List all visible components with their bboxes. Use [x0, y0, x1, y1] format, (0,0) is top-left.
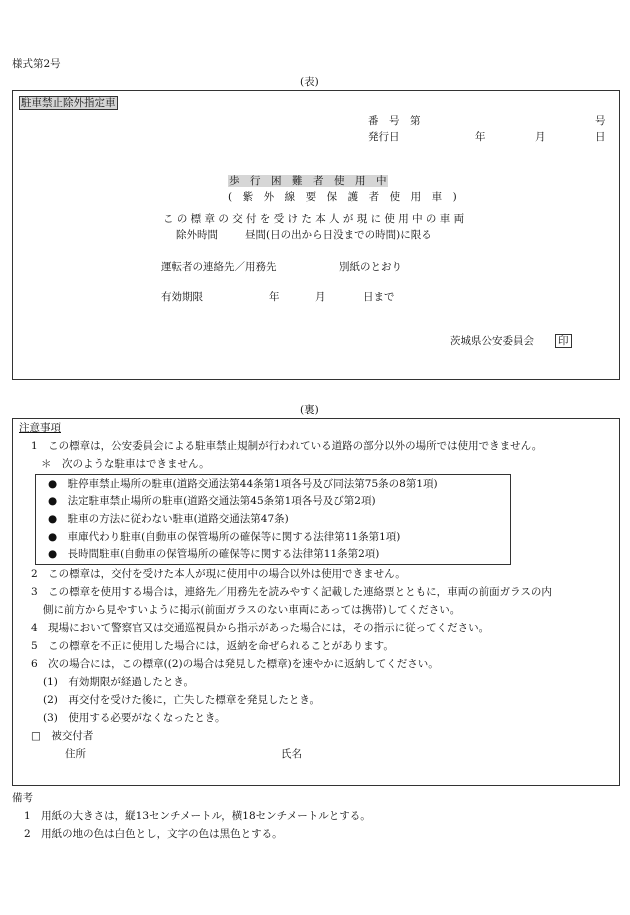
prohibited-item: ● 駐車の方法に従わない駐車(道路交通法第47条): [48, 513, 289, 525]
contact-value: 別紙のとおり: [339, 261, 402, 273]
note-item-6: 6 次の場合には，この標章((2)の場合は発見した標章)を速やかに返納してください。: [31, 658, 439, 670]
issue-date-label: 発行日: [368, 131, 400, 143]
address-label: 住所: [65, 748, 86, 760]
note-item-1-sub: ＊ 次のような駐車はできません。: [41, 458, 210, 470]
note-item-6-sub: (2) 再交付を受けた後に，亡失した標章を発見したとき。: [43, 694, 320, 706]
note-item-5: 5 この標章を不正に使用した場合には，返納を命ぜられることがあります。: [31, 640, 394, 652]
contact-label: 運転者の連絡先／用務先: [161, 261, 277, 273]
number-suffix: 号: [595, 115, 606, 127]
prohibited-item: ● 車庫代わり駐車(自動車の保管場所の確保等に関する法律第11条第1項): [48, 531, 401, 543]
back-card: [12, 418, 620, 786]
notes-heading: 注意事項: [19, 422, 61, 434]
validity-label: 有効期限: [161, 291, 203, 303]
designation-label: 駐車禁止除外指定車: [21, 97, 116, 109]
exclusion-value: 昼間(日の出から日没までの時間)に限る: [245, 229, 432, 241]
validity-month: 月: [315, 291, 326, 303]
validity-year: 年: [269, 291, 280, 303]
main-title: 歩 行 困 難 者 使 用 中: [229, 175, 387, 187]
front-card: [12, 90, 620, 380]
front-side-label: (表): [300, 76, 319, 88]
sub-title: ( 紫 外 線 要 保 護 者 使 用 車 ): [228, 191, 457, 203]
validity-until: 日まで: [363, 291, 395, 303]
note-item-4: 4 現場において警察官又は交通巡視員から指示があった場合には，その指示に従ってください。: [31, 622, 490, 634]
name-label: 氏名: [281, 748, 302, 760]
exclusion-label: 除外時間: [176, 229, 218, 241]
issue-year: 年: [475, 131, 486, 143]
seal-stamp: 印: [555, 334, 572, 348]
note-item-1: 1 この標章は，公安委員会による駐車禁止規制が行われている道路の部分以外の場所では使用できません。: [31, 440, 543, 452]
note-item-3-line2: 側に前方から見やすいように掲示(前面ガラスのない車両にあっては携帯)してください。: [43, 604, 461, 616]
form-id: 様式第2号: [12, 58, 61, 70]
remarks-heading: 備考: [12, 792, 33, 804]
prohibited-item: ● 長時間駐車(自動車の保管場所の確保等に関する法律第11条第2項): [48, 548, 380, 560]
number-prefix: 番 号 第: [368, 115, 421, 127]
recipient-heading: □ 被交付者: [31, 730, 94, 742]
prohibited-parking-box: [35, 474, 511, 565]
usage-note: こ の 標 章 の 交 付 を 受 け た 本 人 が 現 に 使 用 中 の 車 両: [163, 213, 465, 225]
remarks-item: 2 用紙の地の色は白色とし，文字の色は黒色とする。: [24, 828, 283, 840]
issuer: 茨城県公安委員会: [450, 335, 534, 347]
remarks-item: 1 用紙の大きさは，縦13センチメートル，横18センチメートルとする。: [24, 810, 371, 822]
note-item-6-sub: (1) 有効期限が経過したとき。: [43, 676, 194, 688]
note-item-3-line1: 3 この標章を使用する場合は，連絡先／用務先を読みやすく記載した連絡票とともに，車両の前面ガラスの内: [31, 586, 552, 598]
issue-month: 月: [535, 131, 546, 143]
issue-day: 日: [595, 131, 606, 143]
prohibited-item: ● 駐停車禁止場所の駐車(道路交通法第44条第1項各号及び同法第75条の8第1項): [48, 478, 438, 490]
note-item-6-sub: (3) 使用する必要がなくなったとき。: [43, 712, 226, 724]
prohibited-item: ● 法定駐車禁止場所の駐車(道路交通法第45条第1項各号及び第2項): [48, 495, 376, 507]
back-side-label: (裏): [300, 404, 319, 416]
note-item-2: 2 この標章は，交付を受けた本人が現に使用中の場合以外は使用できません。: [31, 568, 406, 580]
